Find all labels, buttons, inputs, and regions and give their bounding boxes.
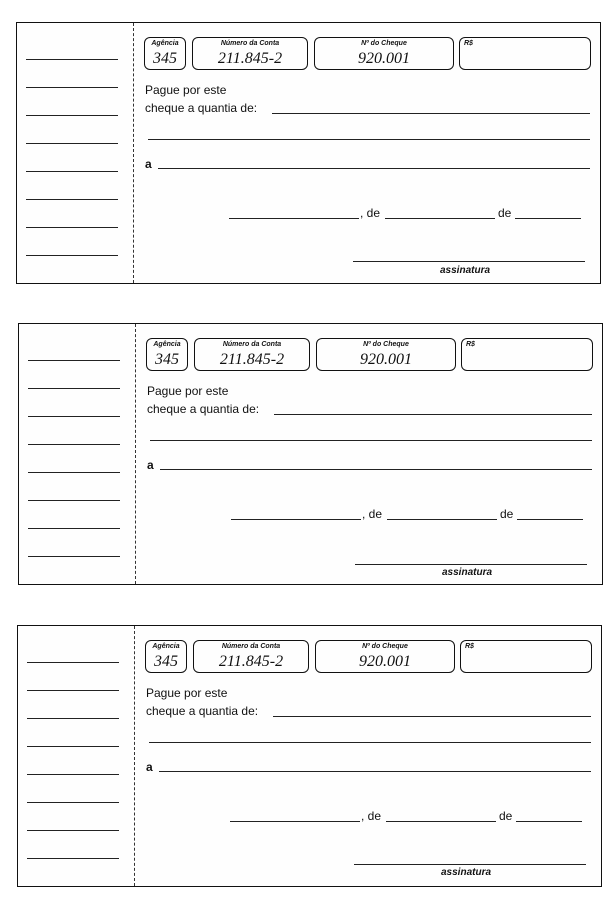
payee-line[interactable] bbox=[158, 168, 590, 169]
signature-line[interactable] bbox=[353, 261, 585, 262]
payee-line[interactable] bbox=[159, 771, 591, 772]
stub-line[interactable] bbox=[26, 115, 118, 116]
stub-line[interactable] bbox=[27, 662, 119, 663]
cheque-number-value: 920.001 bbox=[359, 653, 411, 670]
agencia-value: 345 bbox=[155, 351, 179, 368]
stub-line[interactable] bbox=[26, 143, 118, 144]
agencia-field[interactable] bbox=[145, 640, 187, 673]
cheque-1 bbox=[16, 22, 601, 284]
valor-label: R$ bbox=[465, 643, 474, 650]
stub-line[interactable] bbox=[28, 528, 120, 529]
cheque-number-label: Nº do Cheque bbox=[362, 643, 408, 650]
cheque-number-label: Nº do Cheque bbox=[363, 341, 409, 348]
stub-line[interactable] bbox=[27, 774, 119, 775]
stub-line[interactable] bbox=[26, 227, 118, 228]
city-line[interactable] bbox=[230, 821, 360, 822]
stub-line[interactable] bbox=[26, 87, 118, 88]
agencia-label: Agência bbox=[153, 341, 181, 348]
year-line[interactable] bbox=[515, 218, 581, 219]
year-line[interactable] bbox=[517, 519, 583, 520]
agencia-field[interactable] bbox=[144, 37, 186, 70]
pague-line-1: Pague por este bbox=[147, 384, 229, 398]
stub-line[interactable] bbox=[28, 388, 120, 389]
cheque-number-field[interactable] bbox=[315, 640, 455, 673]
signature-line[interactable] bbox=[355, 564, 587, 565]
stub-line[interactable] bbox=[27, 690, 119, 691]
cheque-stub bbox=[17, 23, 134, 283]
stub-line[interactable] bbox=[28, 416, 120, 417]
de-label-2: de bbox=[498, 206, 512, 220]
conta-value: 211.845-2 bbox=[219, 351, 285, 368]
city-line[interactable] bbox=[231, 519, 361, 520]
stub-line[interactable] bbox=[28, 444, 120, 445]
stub-line[interactable] bbox=[26, 255, 118, 256]
stub-line[interactable] bbox=[27, 718, 119, 719]
pague-line-2: cheque a quantia de: bbox=[147, 402, 260, 416]
conta-value: 211.845-2 bbox=[217, 50, 283, 67]
pague-line-1: Pague por este bbox=[145, 83, 227, 97]
stub-line[interactable] bbox=[26, 171, 118, 172]
valor-field[interactable] bbox=[461, 338, 593, 371]
stub-line[interactable] bbox=[28, 472, 120, 473]
pague-line-1: Pague por este bbox=[146, 686, 228, 700]
de-label-2: de bbox=[500, 507, 514, 521]
a-label: a bbox=[145, 157, 152, 171]
quantia-line-2[interactable] bbox=[150, 440, 592, 441]
payee-line[interactable] bbox=[160, 469, 592, 470]
cheque-stub bbox=[18, 626, 135, 886]
conta-label: Número da Conta bbox=[222, 341, 282, 348]
stub-line[interactable] bbox=[27, 858, 119, 859]
agencia-field[interactable] bbox=[146, 338, 188, 371]
stub-line[interactable] bbox=[28, 500, 120, 501]
pague-line-2: cheque a quantia de: bbox=[145, 101, 258, 115]
stub-line[interactable] bbox=[27, 802, 119, 803]
cheque-number-field[interactable] bbox=[314, 37, 454, 70]
stub-line[interactable] bbox=[27, 830, 119, 831]
agencia-label: Agência bbox=[151, 40, 179, 47]
valor-field[interactable] bbox=[460, 640, 592, 673]
de-label-1: , de bbox=[360, 206, 381, 220]
cheque-number-value: 920.001 bbox=[358, 50, 410, 67]
agencia-value: 345 bbox=[154, 653, 178, 670]
de-label-1: , de bbox=[362, 507, 383, 521]
quantia-line[interactable] bbox=[272, 113, 590, 114]
de-label-1: , de bbox=[361, 809, 382, 823]
a-label: a bbox=[147, 458, 154, 472]
stub-line[interactable] bbox=[26, 59, 118, 60]
agencia-label: Agência bbox=[152, 643, 180, 650]
stub-line[interactable] bbox=[28, 556, 120, 557]
agencia-value: 345 bbox=[153, 50, 177, 67]
quantia-line-2[interactable] bbox=[148, 139, 590, 140]
cheque-number-field[interactable] bbox=[316, 338, 456, 371]
month-line[interactable] bbox=[386, 821, 496, 822]
cheque-number-value: 920.001 bbox=[360, 351, 412, 368]
assinatura-label: assinatura bbox=[442, 567, 493, 578]
de-label-2: de bbox=[499, 809, 513, 823]
month-line[interactable] bbox=[385, 218, 495, 219]
a-label: a bbox=[146, 760, 153, 774]
stub-line[interactable] bbox=[26, 199, 118, 200]
stub-line[interactable] bbox=[28, 360, 120, 361]
city-line[interactable] bbox=[229, 218, 359, 219]
quantia-line[interactable] bbox=[274, 414, 592, 415]
conta-value: 211.845-2 bbox=[218, 653, 284, 670]
valor-field[interactable] bbox=[459, 37, 591, 70]
conta-field[interactable] bbox=[194, 338, 310, 371]
pague-line-2: cheque a quantia de: bbox=[146, 704, 259, 718]
assinatura-label: assinatura bbox=[441, 867, 492, 878]
cheque-number-label: Nº do Cheque bbox=[361, 40, 407, 47]
month-line[interactable] bbox=[387, 519, 497, 520]
cheque-2 bbox=[18, 323, 603, 585]
conta-label: Número da Conta bbox=[221, 643, 281, 650]
quantia-line-2[interactable] bbox=[149, 742, 591, 743]
cheque-stub bbox=[19, 324, 136, 584]
conta-field[interactable] bbox=[193, 640, 309, 673]
conta-field[interactable] bbox=[192, 37, 308, 70]
cheque-3 bbox=[17, 625, 602, 887]
quantia-line[interactable] bbox=[273, 716, 591, 717]
year-line[interactable] bbox=[516, 821, 582, 822]
valor-label: R$ bbox=[466, 341, 475, 348]
stub-line[interactable] bbox=[27, 746, 119, 747]
conta-label: Número da Conta bbox=[220, 40, 280, 47]
signature-line[interactable] bbox=[354, 864, 586, 865]
valor-label: R$ bbox=[464, 40, 473, 47]
assinatura-label: assinatura bbox=[440, 265, 491, 276]
